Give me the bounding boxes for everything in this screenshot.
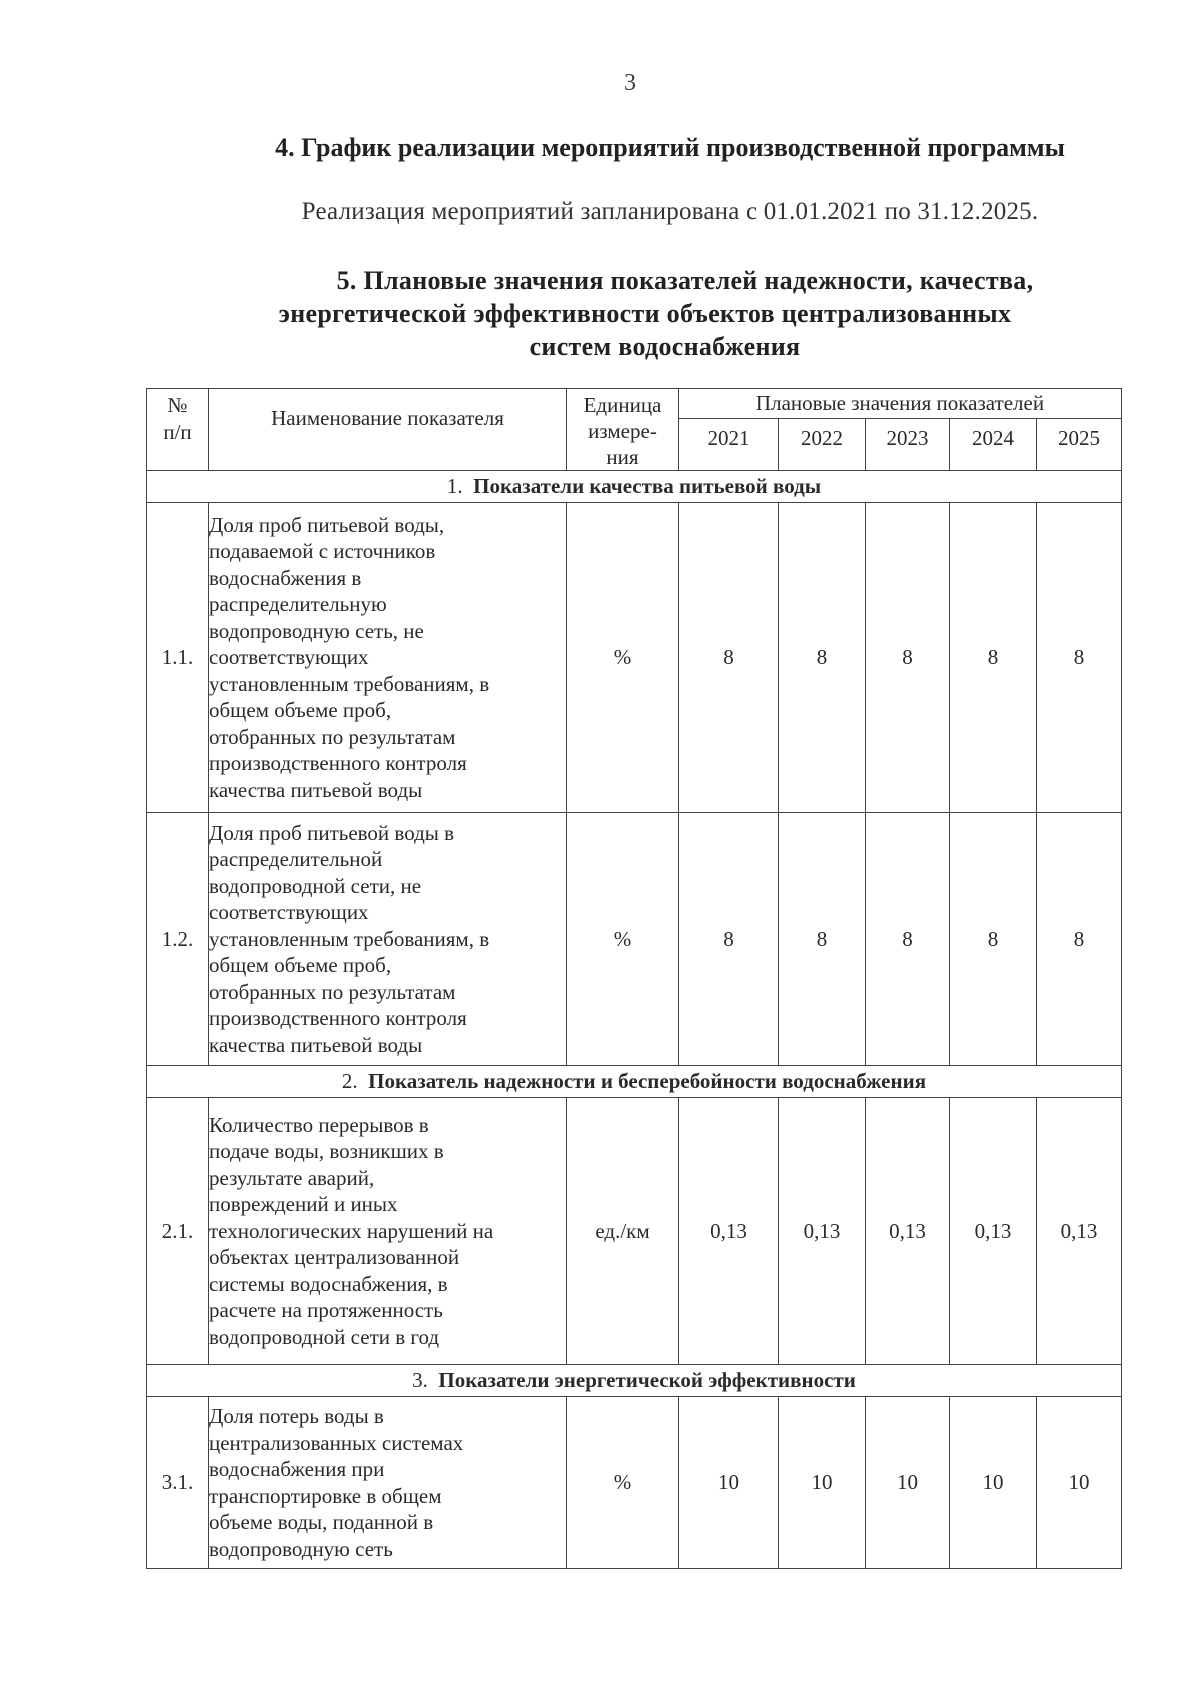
row-number: 3.1.	[147, 1397, 209, 1569]
row-name	[209, 1397, 567, 1569]
group-row	[147, 471, 1122, 503]
header-planned: Плановые значения показателей	[679, 389, 1122, 419]
section-4-title: 4. График реализации мероприятий производственной программы	[275, 133, 1065, 162]
section-4-text: Реализация мероприятий запланирована с 01.01.2021 по 31.12.2025.	[301, 198, 1039, 225]
table-row	[147, 813, 1122, 1066]
row-name-line: водопроводную сеть, не	[209, 618, 424, 643]
row-value-2023: 0,13	[866, 1098, 950, 1365]
row-name-line: Доля потерь воды в	[209, 1404, 384, 1428]
row-name-line: отобранных по результатам	[209, 724, 456, 749]
row-name	[209, 813, 567, 1066]
group-title	[147, 1066, 1122, 1098]
row-value-2023: 8	[866, 813, 950, 1066]
row-value-2024: 10	[950, 1397, 1037, 1569]
row-name-line: расчете на протяженность	[209, 1298, 443, 1323]
row-name-line: установленным требованиям, в	[209, 671, 490, 696]
section-5-title	[235, 264, 1055, 363]
section-5-title-line-2: энергетической эффективности объектов централизованных	[278, 299, 1012, 328]
header-num	[147, 389, 209, 471]
row-number: 2.1.	[147, 1098, 209, 1365]
row-value-2023: 8	[866, 503, 950, 813]
group-number: 2.	[341, 1069, 358, 1094]
header-year: 2021	[679, 419, 779, 471]
row-name-line: объеме воды, поданной в	[209, 1510, 434, 1534]
row-name-line: качества питьевой воды	[209, 1032, 423, 1057]
row-name	[209, 1098, 567, 1365]
page-number: 3	[624, 70, 636, 96]
header-num-line-1: №	[167, 393, 188, 417]
row-name-line: повреждений и иных	[209, 1192, 398, 1217]
row-name-line: транспортировке в общем	[209, 1483, 442, 1508]
group-number: 1.	[446, 474, 463, 499]
row-name-line: распределительную	[209, 592, 387, 617]
row-value-2022: 0,13	[779, 1098, 866, 1365]
table-row	[147, 503, 1122, 813]
row-name-line: подаваемой с источников	[209, 539, 436, 564]
group-title-text: Показатели качества питьевой воды	[473, 474, 822, 499]
row-value-2025: 8	[1037, 503, 1122, 813]
row-value-2024: 8	[950, 813, 1037, 1066]
row-value-2024: 0,13	[950, 1098, 1037, 1365]
group-row	[147, 1066, 1122, 1098]
row-number: 1.1.	[147, 503, 209, 813]
header-unit-line-1: Единица	[583, 393, 662, 417]
row-name-line: отобранных по результатам	[209, 979, 456, 1004]
row-value-2025: 10	[1037, 1397, 1122, 1569]
row-value-2021: 8	[679, 813, 779, 1066]
row-value-2021: 8	[679, 503, 779, 813]
header-row	[147, 389, 1122, 419]
row-name-line: Доля проб питьевой воды в	[209, 820, 455, 845]
header-unit-line-3: ния	[606, 445, 639, 469]
row-name-line: результате аварий,	[209, 1165, 375, 1190]
row-name-line: распределительной	[209, 847, 383, 872]
table-row	[147, 1397, 1122, 1569]
row-name-line: водопроводной сети, не	[209, 873, 422, 898]
row-name-line: соответствующих	[209, 645, 369, 670]
row-name-line: производственного контроля	[209, 1006, 467, 1031]
row-number: 1.2.	[147, 813, 209, 1066]
header-num-line-2: п/п	[163, 419, 192, 444]
header-year: 2023	[866, 419, 950, 471]
group-title	[147, 471, 1122, 503]
row-name-line: системы водоснабжения, в	[209, 1271, 448, 1296]
row-name-line: водоснабжения при	[209, 1457, 385, 1481]
row-name-line: общем объеме проб,	[209, 698, 392, 723]
table-row	[147, 1098, 1122, 1365]
row-value-2022: 8	[779, 503, 866, 813]
row-name-line: качества питьевой воды	[209, 777, 423, 802]
row-name-line: Количество перерывов в	[209, 1112, 429, 1137]
header-year: 2024	[950, 419, 1037, 471]
header-unit	[567, 389, 679, 471]
row-name-line: подаче воды, возникших в	[209, 1139, 444, 1164]
row-unit: %	[567, 813, 679, 1066]
row-value-2025: 8	[1037, 813, 1122, 1066]
row-name-line: установленным требованиям, в	[209, 926, 490, 951]
row-unit: ед./км	[567, 1098, 679, 1365]
section-5-title-line-1: 5. Плановые значения показателей надежности, качества,	[336, 266, 1034, 295]
row-value-2022: 10	[779, 1397, 866, 1569]
row-name	[209, 503, 567, 813]
section-5-title-line-3: систем водоснабжения	[529, 332, 801, 361]
row-name-line: Доля проб питьевой воды,	[209, 512, 445, 537]
row-name-line: общем объеме проб,	[209, 953, 392, 978]
row-value-2021: 10	[679, 1397, 779, 1569]
header-year: 2022	[779, 419, 866, 471]
group-title-text: Показатель надежности и бесперебойности водоснабжения	[368, 1069, 927, 1094]
header-year: 2025	[1037, 419, 1122, 471]
row-value-2021: 0,13	[679, 1098, 779, 1365]
group-title	[147, 1365, 1122, 1397]
row-name-line: водопроводную сеть	[209, 1536, 393, 1561]
row-value-2025: 0,13	[1037, 1098, 1122, 1365]
group-title-text: Показатели энергетической эффективности	[438, 1368, 856, 1393]
row-name-line: водопроводной сети в год	[209, 1324, 440, 1349]
row-unit: %	[567, 1397, 679, 1569]
row-value-2023: 10	[866, 1397, 950, 1569]
row-name-line: водоснабжения в	[209, 565, 362, 590]
header-name: Наименование показателя	[209, 389, 567, 471]
header-unit-line-2: измере-	[588, 419, 657, 443]
row-name-line: соответствующих	[209, 900, 369, 925]
row-value-2024: 8	[950, 503, 1037, 813]
row-unit: %	[567, 503, 679, 813]
group-row	[147, 1365, 1122, 1397]
indicators-table	[146, 388, 1122, 1569]
row-name-line: производственного контроля	[209, 751, 467, 776]
row-value-2022: 8	[779, 813, 866, 1066]
row-name-line: централизованных системах	[209, 1430, 464, 1455]
row-name-line: объектах централизованной	[209, 1245, 460, 1270]
row-name-line: технологических нарушений на	[209, 1218, 494, 1243]
group-number: 3.	[412, 1368, 428, 1393]
